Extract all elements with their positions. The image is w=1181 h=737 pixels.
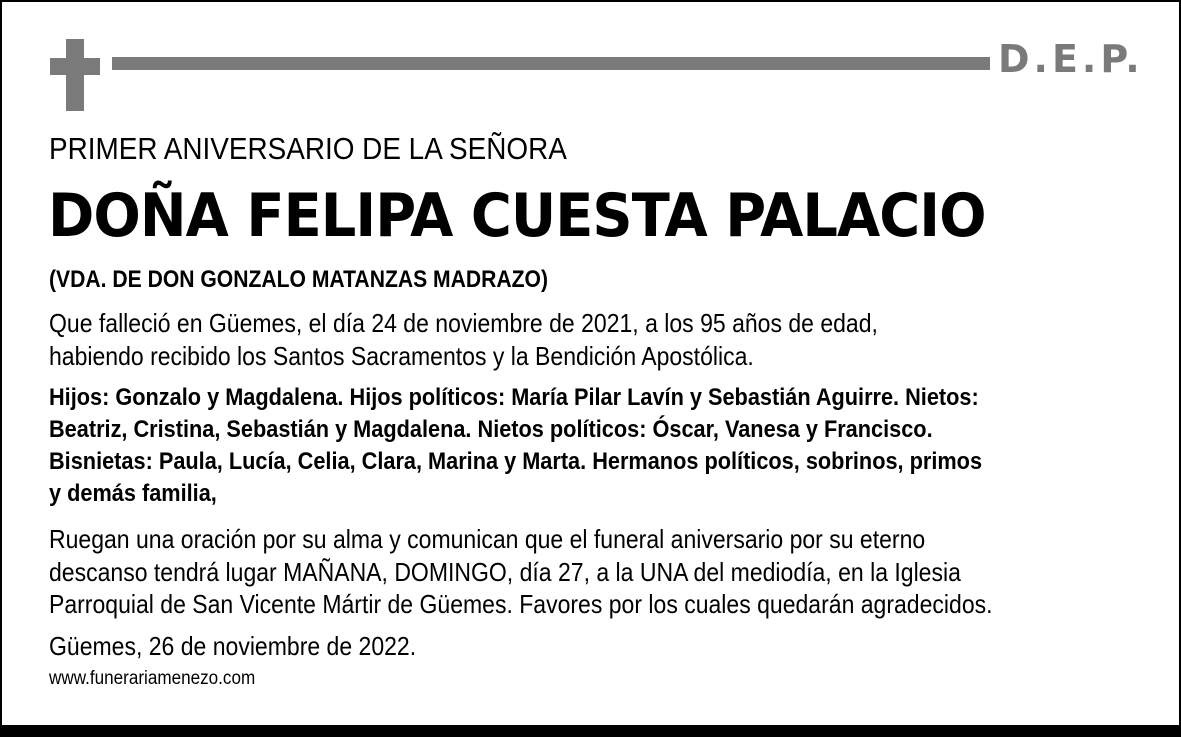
funeral-line: Ruegan una oración por su alma y comunican que el funeral aniversario por su eterno [49,524,926,554]
death-notice-paragraph [49,307,1093,372]
funeral-paragraph [49,523,1093,621]
deceased-name: DOÑA FELIPA CUESTA PALACIO [48,181,986,251]
website-link[interactable]: www.funerariamenezo.com [49,668,256,689]
widow-of-line: (VDA. DE DON GONZALO MATANZAS MADRAZO) [49,266,549,293]
family-paragraph [49,382,1117,510]
family-line: y demás familia, [49,480,217,507]
funeral-line: descanso tendrá lugar MAÑANA, DOMINGO, día 27, a la UNA del mediodía, en la Iglesia [49,556,961,587]
family-line: Beatriz, Cristina, Sebastián y Magdalena. Nietos políticos: Óscar, Vanesa y Francisco. [49,416,933,443]
place-date: Güemes, 26 de noviembre de 2022. [49,631,417,661]
family-line: Hijos: Gonzalo y Magdalena. Hijos políticos: María Pilar Lavín y Sebastián Aguirre. Nietos: [49,384,979,411]
death-notice-line: Que falleció en Güemes, el día 24 de noviembre de 2021, a los 95 años de edad, [49,308,878,338]
family-line: Bisnietas: Paula, Lucía, Celia, Clara, Marina y Marta. Hermanos políticos, sobrinos, primos [49,448,983,475]
dep-label: D.E.P. [998,37,1144,81]
header-rule [112,57,990,70]
funeral-line: Parroquial de San Vicente Mártir de Güemes. Favores por los cuales quedarán agradecidos. [49,589,993,619]
intro-line: PRIMER ANIVERSARIO DE LA SEÑORA [49,131,567,166]
death-notice-line: habiendo recibido los Santos Sacramentos y la Bendición Apostólica. [49,340,754,371]
cross-icon [50,39,100,111]
